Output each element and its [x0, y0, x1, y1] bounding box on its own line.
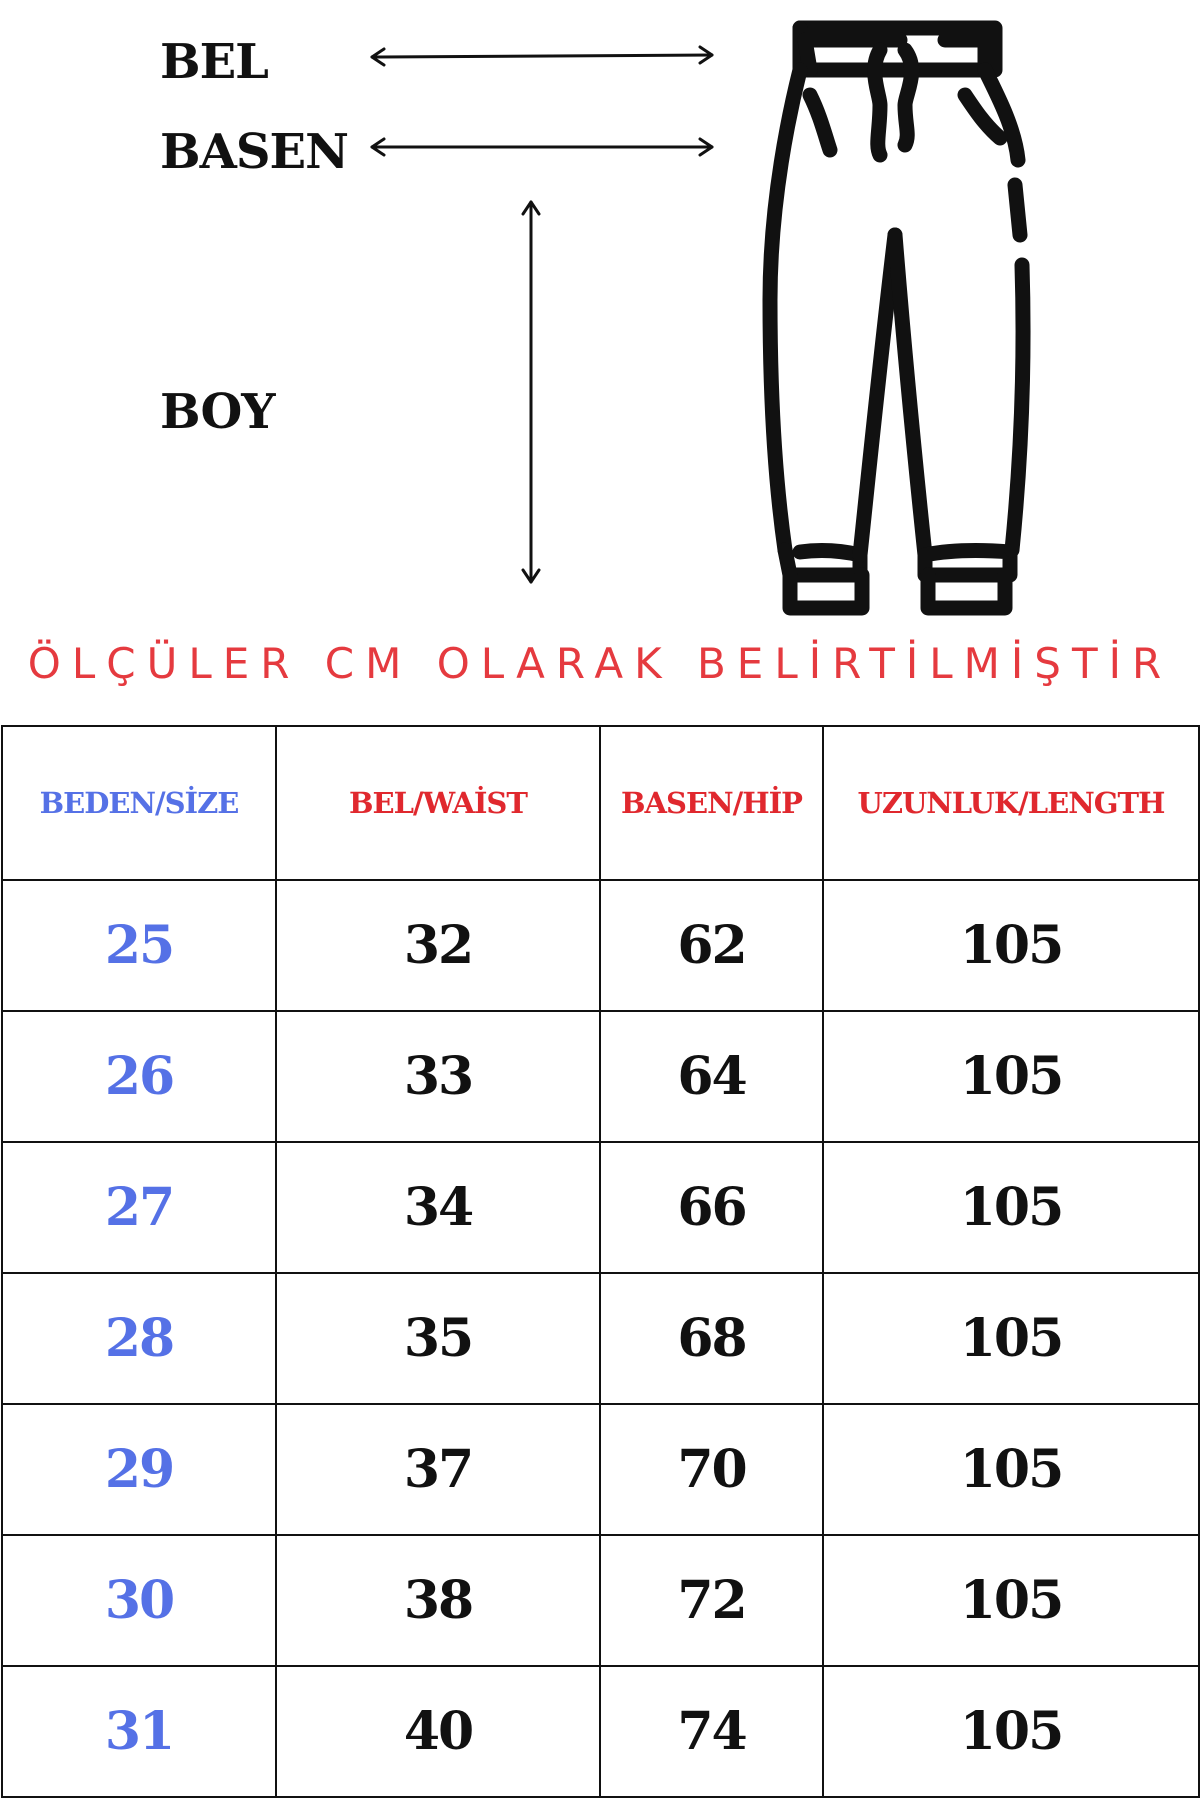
hip-cell: 74 [600, 1666, 823, 1797]
table-row [2, 1666, 1199, 1797]
sweatpants-icon [770, 28, 1023, 608]
boy-label: BOY [160, 384, 275, 440]
length-cell: 105 [823, 1011, 1199, 1142]
hip-cell: 72 [600, 1535, 823, 1666]
length-cell: 105 [823, 1404, 1199, 1535]
bel-label: BEL [160, 34, 268, 90]
header-waist: BEL/WAİST [276, 726, 600, 880]
table-row [2, 880, 1199, 1011]
header-hip: BASEN/HİP [600, 726, 823, 880]
length-cell: 105 [823, 880, 1199, 1011]
waist-cell: 40 [276, 1666, 600, 1797]
waist-cell: 34 [276, 1142, 600, 1273]
units-note: ÖLÇÜLER CM OLARAK BELİRTİLMİŞTİR [27, 639, 1173, 688]
hip-cell: 62 [600, 880, 823, 1011]
size-cell: 29 [2, 1404, 276, 1535]
hip-cell: 70 [600, 1404, 823, 1535]
boy-arrow-icon [523, 202, 539, 582]
size-cell: 27 [2, 1142, 276, 1273]
waist-cell: 38 [276, 1535, 600, 1666]
size-chart-table [1, 725, 1200, 1798]
waist-cell: 35 [276, 1273, 600, 1404]
hip-cell: 68 [600, 1273, 823, 1404]
length-cell: 105 [823, 1142, 1199, 1273]
size-cell: 28 [2, 1273, 276, 1404]
size-cell: 26 [2, 1011, 276, 1142]
table-header-row [2, 726, 1199, 880]
hip-cell: 66 [600, 1142, 823, 1273]
table-row [2, 1404, 1199, 1535]
length-cell: 105 [823, 1535, 1199, 1666]
length-cell: 105 [823, 1666, 1199, 1797]
table-row [2, 1142, 1199, 1273]
waist-cell: 37 [276, 1404, 600, 1535]
bel-arrow-icon [372, 47, 712, 65]
header-size: BEDEN/SİZE [2, 726, 276, 880]
size-cell: 31 [2, 1666, 276, 1797]
size-cell: 25 [2, 880, 276, 1011]
size-cell: 30 [2, 1535, 276, 1666]
diagram-graphics [0, 0, 1200, 720]
header-length: UZUNLUK/LENGTH [823, 726, 1199, 880]
length-cell: 105 [823, 1273, 1199, 1404]
waist-cell: 33 [276, 1011, 600, 1142]
measurement-diagram [0, 0, 1200, 720]
hip-cell: 64 [600, 1011, 823, 1142]
table-row [2, 1535, 1199, 1666]
table-row [2, 1011, 1199, 1142]
basen-arrow-icon [372, 139, 712, 155]
waist-cell: 32 [276, 880, 600, 1011]
table-row [2, 1273, 1199, 1404]
basen-label: BASEN [160, 124, 348, 180]
